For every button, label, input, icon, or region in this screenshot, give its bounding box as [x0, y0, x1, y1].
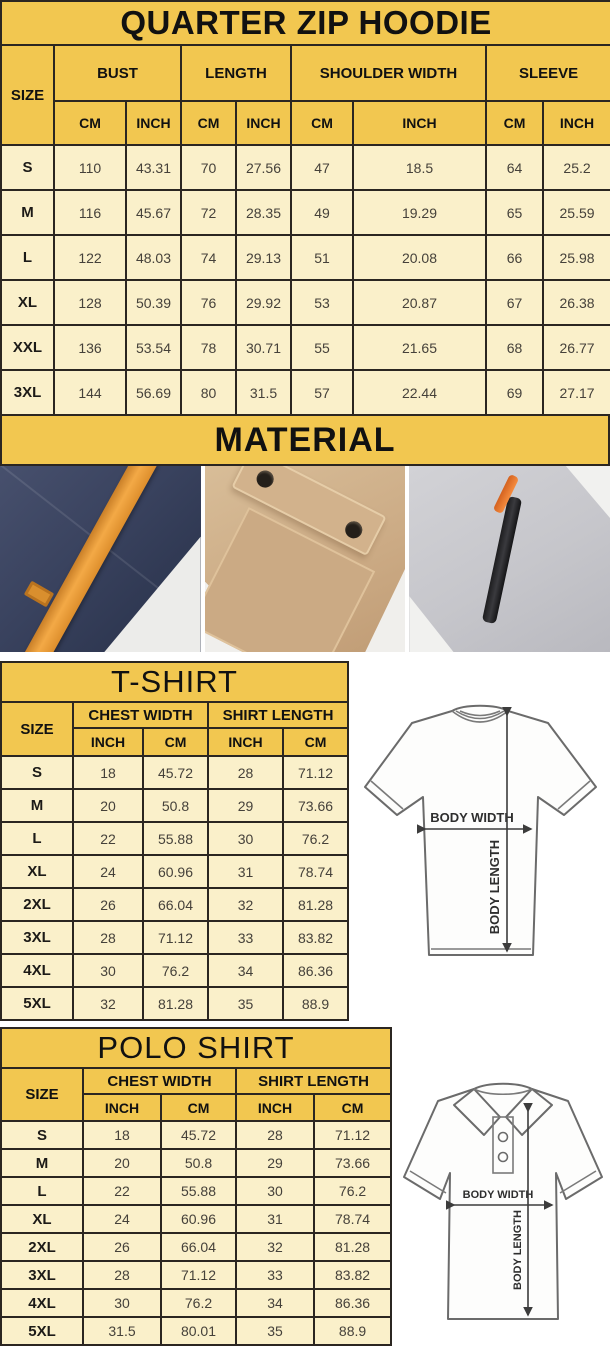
size-cell: S	[1, 1121, 83, 1149]
size-cell: L	[1, 1177, 83, 1205]
value-cell: 22.44	[353, 370, 486, 415]
hoodie-title: QUARTER ZIP HOODIE	[1, 1, 610, 45]
tshirt-title-row	[1, 662, 348, 702]
hoodie-size-table	[0, 0, 610, 416]
body-width-label: BODY WIDTH	[430, 810, 514, 825]
value-cell: 25.2	[543, 145, 610, 190]
tshirt-title: T-SHIRT	[1, 662, 348, 702]
value-cell: 20	[73, 789, 143, 822]
value-cell: 35	[236, 1317, 314, 1345]
polo-outline	[404, 1084, 602, 1319]
value-cell: 86.36	[314, 1289, 391, 1317]
table-row	[1, 280, 610, 325]
unit-inch: INCH	[236, 1094, 314, 1121]
value-cell: 65	[486, 190, 543, 235]
value-cell: 71.12	[143, 921, 208, 954]
polo-measurement-diagram	[390, 1055, 610, 1347]
value-cell: 50.39	[126, 280, 181, 325]
value-cell: 81.28	[283, 888, 348, 921]
unit-cm: CM	[161, 1094, 236, 1121]
value-cell: 28	[83, 1261, 161, 1289]
value-cell: 80	[181, 370, 236, 415]
value-cell: 33	[236, 1261, 314, 1289]
size-cell: 3XL	[1, 1261, 83, 1289]
value-cell: 34	[236, 1289, 314, 1317]
value-cell: 88.9	[314, 1317, 391, 1345]
value-cell: 24	[83, 1205, 161, 1233]
value-cell: 25.98	[543, 235, 610, 280]
value-cell: 83.82	[314, 1261, 391, 1289]
table-row	[1, 822, 348, 855]
value-cell: 35	[208, 987, 283, 1020]
col-header-size: SIZE	[1, 45, 54, 145]
table-row	[1, 789, 348, 822]
value-cell: 29.13	[236, 235, 291, 280]
value-cell: 76.2	[143, 954, 208, 987]
value-cell: 78.74	[283, 855, 348, 888]
value-cell: 28.35	[236, 190, 291, 235]
value-cell: 20.87	[353, 280, 486, 325]
material-photos	[0, 466, 610, 652]
value-cell: 76	[181, 280, 236, 325]
value-cell: 45.72	[161, 1121, 236, 1149]
table-row	[1, 1205, 391, 1233]
table-row	[1, 921, 348, 954]
value-cell: 67	[486, 280, 543, 325]
table-row	[1, 190, 610, 235]
unit-cm: CM	[143, 728, 208, 756]
unit-cm: CM	[181, 101, 236, 145]
value-cell: 70	[181, 145, 236, 190]
value-cell: 66.04	[143, 888, 208, 921]
value-cell: 26	[83, 1233, 161, 1261]
value-cell: 116	[54, 190, 126, 235]
value-cell: 60.96	[161, 1205, 236, 1233]
value-cell: 30	[83, 1289, 161, 1317]
col-header-sleeve: SLEEVE	[486, 45, 610, 101]
unit-inch: INCH	[236, 101, 291, 145]
value-cell: 69	[486, 370, 543, 415]
value-cell: 53	[291, 280, 353, 325]
col-header-bust: BUST	[54, 45, 181, 101]
size-cell: XL	[1, 280, 54, 325]
value-cell: 26	[73, 888, 143, 921]
col-header-size: SIZE	[1, 1068, 83, 1121]
polo-title-row	[1, 1028, 391, 1068]
value-cell: 56.69	[126, 370, 181, 415]
value-cell: 55	[291, 325, 353, 370]
value-cell: 51	[291, 235, 353, 280]
size-cell: XL	[1, 1205, 83, 1233]
col-header-size: SIZE	[1, 702, 73, 756]
table-row	[1, 756, 348, 789]
size-cell: XL	[1, 855, 73, 888]
size-cell: 3XL	[1, 921, 73, 954]
unit-inch: INCH	[353, 101, 486, 145]
value-cell: 76.2	[161, 1289, 236, 1317]
value-cell: 31	[236, 1205, 314, 1233]
value-cell: 71.12	[283, 756, 348, 789]
tshirt-outline	[365, 706, 596, 955]
polo-group-header-row	[1, 1068, 391, 1094]
material-heading: MATERIAL	[0, 416, 610, 466]
value-cell: 18.5	[353, 145, 486, 190]
value-cell: 81.28	[143, 987, 208, 1020]
value-cell: 48.03	[126, 235, 181, 280]
value-cell: 21.65	[353, 325, 486, 370]
unit-inch: INCH	[208, 728, 283, 756]
value-cell: 47	[291, 145, 353, 190]
value-cell: 57	[291, 370, 353, 415]
table-row	[1, 1317, 391, 1345]
value-cell: 25.59	[543, 190, 610, 235]
unit-cm: CM	[283, 728, 348, 756]
value-cell: 55.88	[143, 822, 208, 855]
value-cell: 128	[54, 280, 126, 325]
value-cell: 26.77	[543, 325, 610, 370]
size-cell: 2XL	[1, 1233, 83, 1261]
unit-cm: CM	[486, 101, 543, 145]
value-cell: 55.88	[161, 1177, 236, 1205]
unit-inch: INCH	[543, 101, 610, 145]
value-cell: 24	[73, 855, 143, 888]
value-cell: 68	[486, 325, 543, 370]
table-row	[1, 888, 348, 921]
table-row	[1, 1261, 391, 1289]
value-cell: 78	[181, 325, 236, 370]
value-cell: 49	[291, 190, 353, 235]
size-cell: M	[1, 190, 54, 235]
value-cell: 31.5	[236, 370, 291, 415]
unit-inch: INCH	[73, 728, 143, 756]
body-length-label: BODY LENGTH	[512, 1210, 524, 1290]
value-cell: 30	[208, 822, 283, 855]
value-cell: 80.01	[161, 1317, 236, 1345]
value-cell: 71.12	[314, 1121, 391, 1149]
value-cell: 30	[236, 1177, 314, 1205]
table-row	[1, 1289, 391, 1317]
value-cell: 73.66	[283, 789, 348, 822]
value-cell: 136	[54, 325, 126, 370]
value-cell: 29.92	[236, 280, 291, 325]
value-cell: 19.29	[353, 190, 486, 235]
polo-section	[0, 1027, 610, 1349]
value-cell: 66	[486, 235, 543, 280]
col-header-shoulder-width: SHOULDER WIDTH	[291, 45, 486, 101]
tshirt-size-table	[0, 661, 349, 1021]
value-cell: 31	[208, 855, 283, 888]
col-header-chest-width: CHEST WIDTH	[83, 1068, 236, 1094]
tshirt-group-header-row	[1, 702, 348, 728]
value-cell: 50.8	[161, 1149, 236, 1177]
size-cell: 5XL	[1, 1317, 83, 1345]
value-cell: 76.2	[314, 1177, 391, 1205]
value-cell: 83.82	[283, 921, 348, 954]
value-cell: 74	[181, 235, 236, 280]
value-cell: 78.74	[314, 1205, 391, 1233]
size-cell: L	[1, 822, 73, 855]
table-row	[1, 1177, 391, 1205]
unit-cm: CM	[314, 1094, 391, 1121]
size-cell: XXL	[1, 325, 54, 370]
value-cell: 81.28	[314, 1233, 391, 1261]
table-row	[1, 1121, 391, 1149]
snap-button	[342, 518, 365, 541]
value-cell: 26.38	[543, 280, 610, 325]
value-cell: 33	[208, 921, 283, 954]
polo-title: POLO SHIRT	[1, 1028, 391, 1068]
material-photo-navy-drawstring	[0, 466, 201, 652]
value-cell: 28	[73, 921, 143, 954]
size-cell: 4XL	[1, 1289, 83, 1317]
value-cell: 53.54	[126, 325, 181, 370]
size-cell: 2XL	[1, 888, 73, 921]
table-row	[1, 987, 348, 1020]
size-cell: S	[1, 145, 54, 190]
value-cell: 72	[181, 190, 236, 235]
table-row	[1, 954, 348, 987]
table-row	[1, 855, 348, 888]
body-width-label: BODY WIDTH	[462, 1189, 534, 1201]
table-row	[1, 1233, 391, 1261]
value-cell: 22	[83, 1177, 161, 1205]
drawstring-buckle	[24, 581, 55, 608]
zipper	[482, 496, 522, 624]
value-cell: 144	[54, 370, 126, 415]
unit-cm: CM	[291, 101, 353, 145]
value-cell: 64	[486, 145, 543, 190]
value-cell: 29	[236, 1149, 314, 1177]
col-header-length: LENGTH	[181, 45, 291, 101]
value-cell: 22	[73, 822, 143, 855]
value-cell: 31.5	[83, 1317, 161, 1345]
value-cell: 34	[208, 954, 283, 987]
material-photo-gray-zip	[409, 466, 610, 652]
hoodie-group-header-row	[1, 45, 610, 101]
value-cell: 32	[236, 1233, 314, 1261]
size-cell: M	[1, 789, 73, 822]
value-cell: 73.66	[314, 1149, 391, 1177]
tshirt-measurement-diagram	[352, 687, 608, 1013]
table-row	[1, 370, 610, 415]
unit-cm: CM	[54, 101, 126, 145]
size-cell: 5XL	[1, 987, 73, 1020]
value-cell: 122	[54, 235, 126, 280]
table-row	[1, 1149, 391, 1177]
table-row	[1, 235, 610, 280]
hoodie-title-row	[1, 1, 610, 45]
value-cell: 28	[208, 756, 283, 789]
snap-button	[253, 468, 276, 491]
col-header-shirt-length: SHIRT LENGTH	[236, 1068, 391, 1094]
value-cell: 86.36	[283, 954, 348, 987]
col-header-shirt-length: SHIRT LENGTH	[208, 702, 348, 728]
value-cell: 20	[83, 1149, 161, 1177]
hoodie-units-row	[1, 101, 610, 145]
size-cell: 4XL	[1, 954, 73, 987]
size-cell: S	[1, 756, 73, 789]
value-cell: 45.67	[126, 190, 181, 235]
material-photo-khaki-pocket	[205, 466, 406, 652]
value-cell: 32	[208, 888, 283, 921]
value-cell: 45.72	[143, 756, 208, 789]
value-cell: 71.12	[161, 1261, 236, 1289]
value-cell: 18	[73, 756, 143, 789]
table-row	[1, 325, 610, 370]
value-cell: 43.31	[126, 145, 181, 190]
col-header-chest-width: CHEST WIDTH	[73, 702, 208, 728]
size-cell: L	[1, 235, 54, 280]
size-cell: 3XL	[1, 370, 54, 415]
polo-button	[499, 1153, 508, 1162]
value-cell: 27.56	[236, 145, 291, 190]
value-cell: 27.17	[543, 370, 610, 415]
value-cell: 110	[54, 145, 126, 190]
value-cell: 28	[236, 1121, 314, 1149]
polo-button	[499, 1133, 508, 1142]
value-cell: 18	[83, 1121, 161, 1149]
value-cell: 88.9	[283, 987, 348, 1020]
value-cell: 29	[208, 789, 283, 822]
value-cell: 32	[73, 987, 143, 1020]
value-cell: 30.71	[236, 325, 291, 370]
size-cell: M	[1, 1149, 83, 1177]
body-length-label: BODY LENGTH	[487, 839, 502, 935]
value-cell: 60.96	[143, 855, 208, 888]
value-cell: 30	[73, 954, 143, 987]
value-cell: 76.2	[283, 822, 348, 855]
value-cell: 20.08	[353, 235, 486, 280]
table-row	[1, 145, 610, 190]
value-cell: 50.8	[143, 789, 208, 822]
unit-inch: INCH	[83, 1094, 161, 1121]
tshirt-section	[0, 661, 610, 1019]
unit-inch: INCH	[126, 101, 181, 145]
value-cell: 66.04	[161, 1233, 236, 1261]
polo-size-table	[0, 1027, 392, 1346]
